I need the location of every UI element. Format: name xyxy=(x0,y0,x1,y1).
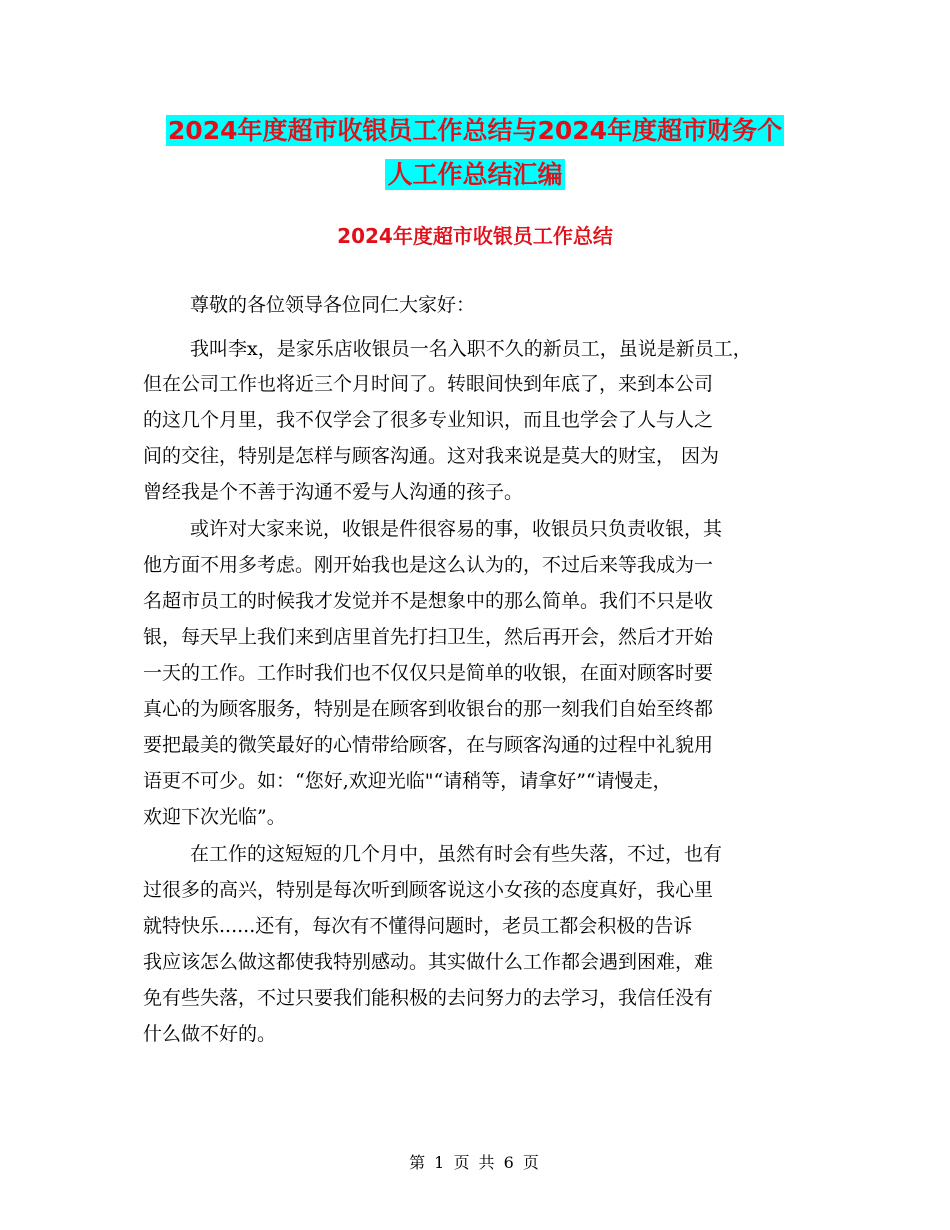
body-line: 他方面不用多考虑。刚开始我也是这么认为的，不过后来等我成为一 xyxy=(143,554,714,576)
body-line: 名超市员工的时候我才发觉并不是想象中的那么简单。我们不只是收 xyxy=(143,590,714,612)
body-line: 或许对大家来说，收银是件很容易的事，收银员只负责收银，其 xyxy=(190,518,723,540)
document-title-line-1 xyxy=(0,110,950,152)
body-line: 欢迎下次光临”。 xyxy=(143,806,286,828)
page-number: 第 1 页 共 6 页 xyxy=(409,1153,541,1172)
body-line: 间的交往，特别是怎样与顾客沟通。这对我来说是莫大的财宝， 因为 xyxy=(143,445,720,467)
body-line: 要把最美的微笑最好的心情带给顾客，在与顾客沟通的过程中礼貌用 xyxy=(143,734,714,756)
body-line: 一天的工作。工作时我们也不仅仅只是简单的收银，在面对顾客时要 xyxy=(143,662,714,684)
body-line: 免有些失落，不过只要我们能积极的去问努力的去学习，我信任没有 xyxy=(143,987,714,1009)
body-line: 的这几个月里，我不仅学会了很多专业知识，而且也学会了人与人之 xyxy=(143,409,714,431)
document-title-line-2 xyxy=(0,154,950,196)
body-line: 过很多的高兴，特别是每次听到顾客说这小女孩的态度真好，我心里 xyxy=(143,879,714,901)
body-line: 但在公司工作也将近三个月时间了。转眼间快到年底了，来到本公司 xyxy=(143,373,714,395)
body-line: 真心的为顾客服务，特别是在顾客到收银台的那一刻我们自始至终都 xyxy=(143,698,714,720)
body-line: 我叫李x，是家乐店收银员一名入职不久的新员工，虽说是新员工， xyxy=(190,338,752,360)
body-line: 银，每天早上我们来到店里首先打扫卫生，然后再开会，然后才开始 xyxy=(143,626,714,648)
body-line: 曾经我是个不善于沟通不爱与人沟通的孩子。 xyxy=(143,481,524,503)
body-line: 就特快乐......还有，每次有不懂得问题时，老员工都会积极的告诉 xyxy=(143,915,693,937)
body-line: 语更不可少。如：“您好,欢迎光临"“请稍等，请拿好”“请慢走， xyxy=(143,770,672,792)
page-footer xyxy=(0,1150,950,1173)
section-title: 2024年度超市收银员工作总结 xyxy=(337,224,613,248)
body-line: 在工作的这短短的几个月中，虽然有时会有些失落，不过，也有 xyxy=(190,843,723,865)
title-highlight-1: 2024年度超市收银员工作总结与2024年度超市财务个 xyxy=(167,116,783,145)
body-line: 我应该怎么做这都使我特别感动。其实做什么工作都会遇到困难，难 xyxy=(143,951,714,973)
greeting-line: 尊敬的各位领导各位同仁大家好： xyxy=(190,294,476,316)
body-line: 什么做不好的。 xyxy=(143,1023,277,1045)
title-highlight-2: 人工作总结汇编 xyxy=(387,160,563,189)
